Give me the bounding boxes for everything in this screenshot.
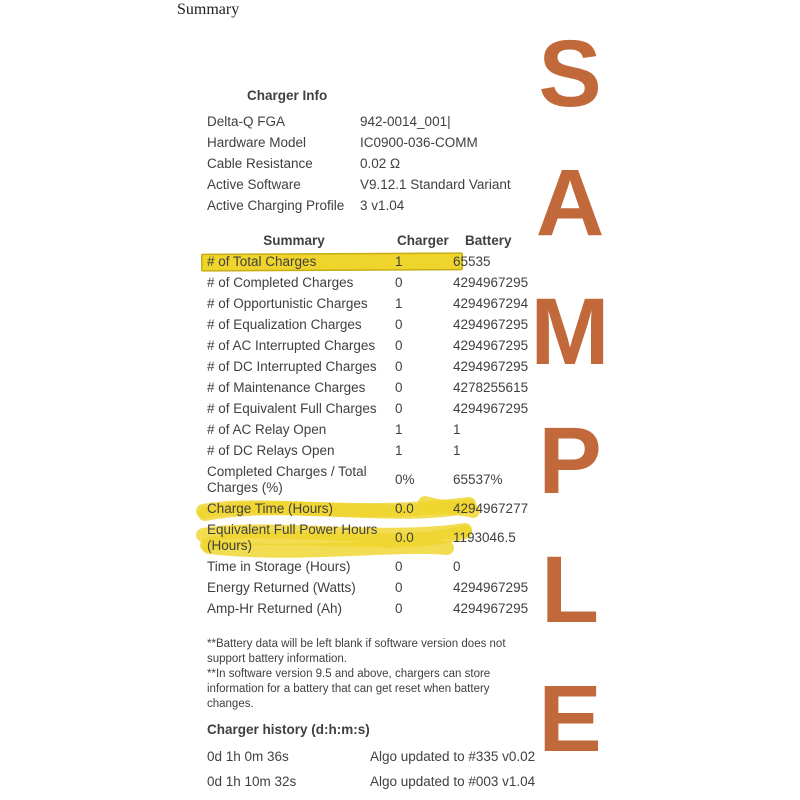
- row-label: # of Completed Charges: [207, 274, 354, 290]
- charger-value: 0: [395, 274, 403, 290]
- summary-table-header: [207, 230, 547, 251]
- footnote: **Battery data will be left blank if software version does not support battery information.: [207, 638, 506, 665]
- charger-history-rows: [207, 744, 547, 794]
- table-row: [207, 398, 547, 419]
- battery-value: 65535: [453, 253, 491, 269]
- table-row: [207, 356, 547, 377]
- charger-value: 1: [395, 295, 403, 311]
- history-event: Algo updated to #003 v1.04: [370, 774, 536, 789]
- table-row: [207, 293, 547, 314]
- battery-value: 4294967295: [453, 600, 529, 616]
- charger-info-heading: Charger Info: [247, 88, 328, 103]
- row-label: Completed Charges / Total Charges (%): [207, 463, 367, 495]
- table-row: [207, 314, 547, 335]
- summary-table-body: [207, 251, 547, 619]
- watermark-letter: S: [538, 21, 602, 127]
- info-value[interactable]: 942-0014_001|: [360, 114, 451, 129]
- charger-value: 0: [395, 400, 403, 416]
- header-summary: Summary: [263, 233, 325, 248]
- info-value: 0.02 Ω: [360, 156, 401, 171]
- info-label: Hardware Model: [207, 135, 307, 150]
- info-value: IC0900-036-COMM: [360, 135, 478, 150]
- table-row: [207, 498, 547, 519]
- charger-history-section: [207, 722, 547, 794]
- charger-value: 0.0: [395, 500, 414, 516]
- watermark-letter: E: [538, 666, 602, 772]
- charger-info-row: [207, 153, 547, 174]
- table-row: [207, 272, 547, 293]
- summary-table: [207, 230, 547, 619]
- info-value: V9.12.1 Standard Variant: [360, 177, 511, 192]
- charger-value: 1: [395, 253, 403, 269]
- row-label: # of Total Charges: [207, 253, 317, 269]
- charger-info-section: [207, 88, 547, 216]
- row-label: # of AC Interrupted Charges: [207, 337, 376, 353]
- charger-info-rows: [207, 111, 547, 216]
- page-title: Summary: [177, 1, 240, 18]
- charger-value: 0%: [395, 471, 415, 487]
- table-row: [207, 335, 547, 356]
- row-label: # of Equivalent Full Charges: [207, 400, 377, 416]
- table-row: [207, 419, 547, 440]
- charger-info-row: [207, 111, 547, 132]
- footnotes: [207, 637, 537, 712]
- info-label: Active Charging Profile: [207, 198, 345, 213]
- battery-value: 4294967295: [453, 316, 529, 332]
- watermark-letter: M: [530, 279, 610, 385]
- charger-value: 0: [395, 316, 403, 332]
- row-label: # of DC Relays Open: [207, 442, 335, 458]
- battery-value: 4294967295: [453, 337, 529, 353]
- watermark-letter: A: [535, 150, 605, 256]
- battery-value: 65537%: [453, 471, 503, 487]
- report-content: [207, 88, 547, 794]
- charger-info-row: [207, 195, 547, 216]
- history-timestamp: 0d 1h 0m 36s: [207, 749, 289, 764]
- row-label: Charge Time (Hours): [207, 500, 334, 516]
- table-row: [207, 251, 547, 272]
- table-row: [207, 440, 547, 461]
- info-label: Delta-Q FGA: [207, 114, 286, 129]
- charger-value: 0: [395, 337, 403, 353]
- charger-history-heading: Charger history (d:h:m:s): [207, 722, 370, 737]
- header-battery: Battery: [465, 233, 512, 248]
- charger-value: 0: [395, 379, 403, 395]
- charger-value: 0.0: [395, 529, 414, 545]
- battery-value: 1: [453, 421, 461, 437]
- charger-info-row: [207, 174, 547, 195]
- battery-value: 4294967295: [453, 400, 529, 416]
- row-label: # of AC Relay Open: [207, 421, 327, 437]
- history-row: [207, 744, 547, 769]
- table-row: [207, 461, 547, 498]
- battery-value: 1: [453, 442, 461, 458]
- history-row: [207, 769, 547, 794]
- battery-value: 4294967294: [453, 295, 529, 311]
- charger-value: 1: [395, 442, 403, 458]
- charger-value: 0: [395, 600, 403, 616]
- charger-value: 0: [395, 358, 403, 374]
- battery-value: 1193046.5: [453, 529, 516, 545]
- battery-value: 4294967295: [453, 579, 529, 595]
- charger-value: 0: [395, 579, 403, 595]
- battery-value: 4294967295: [453, 274, 529, 290]
- row-label: # of DC Interrupted Charges: [207, 358, 377, 374]
- battery-value: 4278255615: [453, 379, 529, 395]
- info-value: 3 v1.04: [360, 198, 405, 213]
- row-label: # of Maintenance Charges: [207, 379, 366, 395]
- watermark-letter: P: [538, 408, 602, 514]
- charger-value: 0: [395, 558, 403, 574]
- row-label: Amp-Hr Returned (Ah): [207, 600, 343, 616]
- watermark-letter: L: [540, 537, 600, 643]
- info-label: Cable Resistance: [207, 156, 313, 171]
- row-label: Time in Storage (Hours): [207, 558, 351, 574]
- table-row: [207, 577, 547, 598]
- history-event: Algo updated to #335 v0.02: [370, 749, 536, 764]
- history-timestamp: 0d 1h 10m 32s: [207, 774, 297, 789]
- table-row: [207, 556, 547, 577]
- info-label: Active Software: [207, 177, 301, 192]
- row-label: # of Equalization Charges: [207, 316, 362, 332]
- charger-info-row: [207, 132, 547, 153]
- row-label: # of Opportunistic Charges: [207, 295, 368, 311]
- charger-value: 1: [395, 421, 403, 437]
- battery-value: 4294967277: [453, 500, 529, 516]
- table-row: [207, 519, 547, 556]
- battery-value: 0: [453, 558, 461, 574]
- table-row: [207, 598, 547, 619]
- row-label: Equivalent Full Power Hours (Hours): [207, 521, 378, 553]
- battery-value: 4294967295: [453, 358, 529, 374]
- footnote: **In software version 9.5 and above, chargers can store information for a battery that can get reset when battery changes.: [207, 668, 491, 710]
- row-label: Energy Returned (Watts): [207, 579, 356, 595]
- table-row: [207, 377, 547, 398]
- header-charger: Charger: [397, 233, 449, 248]
